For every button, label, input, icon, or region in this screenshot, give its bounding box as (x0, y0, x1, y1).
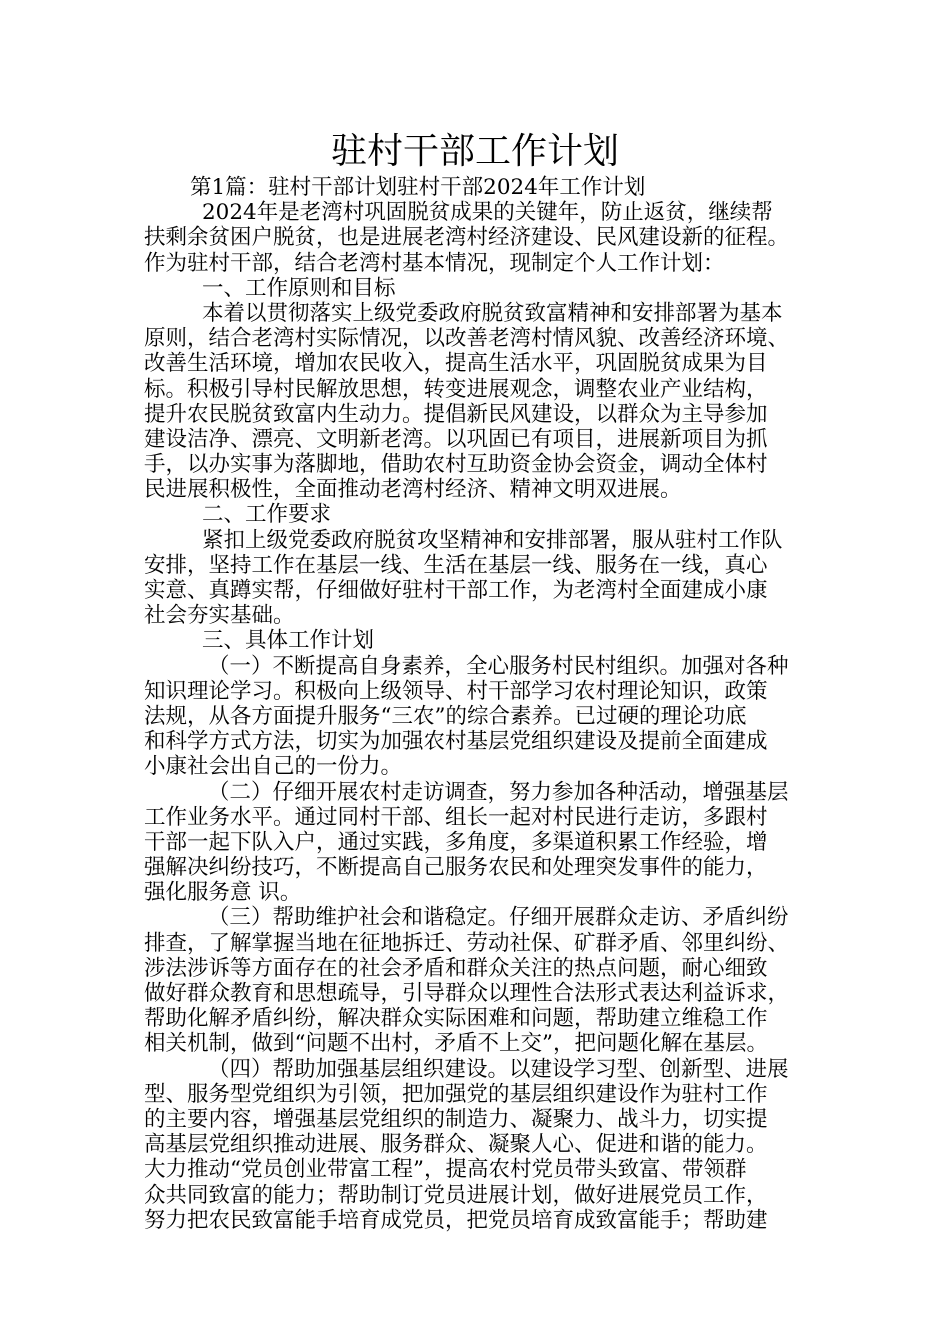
text-line: （二）仔细开展农村走访调查，努力参加各种活动，增强基层 (208, 779, 789, 805)
text-line: 本着以贯彻落实上级党委政府脱贫致富精神和安排部署为基本 (202, 300, 783, 326)
text-line: 的主要内容，增强基层党组织的制造力、凝聚力、战斗力，切实提 (144, 1106, 768, 1132)
text-line: 法规，从各方面提升服务“三农”的综合素养。已过硬的理论功底 (144, 703, 747, 729)
document-body (144, 175, 834, 1233)
text-line: 涉法涉诉等方面存在的社会矛盾和群众关注的热点问题，耐心细致 (144, 955, 768, 981)
text-line: 第1篇：驻村干部计划驻村干部2024年工作计划 (190, 175, 646, 200)
text-line: 紧扣上级党委政府脱贫攻坚精神和安排部署，服从驻村工作队 (202, 527, 783, 553)
text-line: 努力把农民致富能手培育成党员，把党员培育成致富能手；帮助建 (144, 1207, 768, 1233)
text-line: 高基层党组织推动进展、服务群众、凝聚人心、促进和谐的能力。 (144, 1132, 768, 1158)
text-line: 社会夯实基础。 (144, 603, 295, 629)
text-line: 提升农民脱贫致富内生动力。提倡新民风建设，以群众为主导参加 (144, 401, 768, 427)
text-line: 干部一起下队入户，通过实践，多角度，多渠道积累工作经验，增 (144, 829, 768, 855)
text-line: 改善生活环境，增加农民收入，提高生活水平，巩固脱贫成果为目 (144, 351, 768, 377)
text-line: 强解决纠纷技巧，不断提高自己服务农民和处理突发事件的能力， (144, 855, 768, 881)
text-line: 工作业务水平。通过同村干部、组长一起对村民进行走访，多跟村 (144, 804, 768, 830)
text-line: 大力推动“党员创业带富工程”，提高农村党员带头致富、带领群 (144, 1157, 747, 1183)
text-line: 众共同致富的能力；帮助制订党员进展计划，做好进展党员工作， (144, 1182, 768, 1208)
text-line: 和科学方式方法，切实为加强农村基层党组织建设及提前全面建成 (144, 729, 768, 755)
text-line: 小康社会出自己的一份力。 (144, 754, 403, 780)
text-line: 强化服务意 识。 (144, 880, 302, 906)
text-line: （一）不断提高自身素养，全心服务村民村组织。加强对各种 (208, 653, 789, 679)
text-line: 标。积极引导村民解放思想，转变进展观念，调整农业产业结构， (144, 376, 768, 402)
document-title: 驻村干部工作计划 (330, 131, 619, 172)
text-line: 2024年是老湾村巩固脱贫成果的关键年，防止返贫，继续帮 (202, 200, 773, 226)
text-line: 三、具体工作计划 (202, 628, 375, 654)
text-line: （四）帮助加强基层组织建设。以建设学习型、创新型、进展 (208, 1056, 789, 1082)
text-line: 型、服务型党组织为引领，把加强党的基层组织建设作为驻村工作 (144, 1081, 768, 1107)
text-line: 扶剩余贫困户脱贫，也是进展老湾村经济建设、民风建设新的征程。 (144, 225, 790, 251)
text-line: 安排，坚持工作在基层一线、生活在基层一线、服务在一线，真心 (144, 552, 768, 578)
text-line: 排查，了解掌握当地在征地拆迁、劳动社保、矿群矛盾、邻里纠纷、 (144, 930, 790, 956)
text-line: 实意、真蹲实帮，仔细做好驻村干部工作，为老湾村全面建成小康 (144, 578, 768, 603)
text-line: 帮助化解矛盾纠纷，解决群众实际困难和问题，帮助建立维稳工作 (144, 1006, 768, 1032)
text-line: 原则，结合老湾村实际情况，以改善老湾村情风貌、改善经济环境、 (144, 326, 790, 352)
text-line: 相关机制，做到“问题不出村，矛盾不上交”，把问题化解在基层。 (144, 1031, 768, 1057)
text-line: 二、工作要求 (202, 502, 332, 528)
text-line: （三）帮助维护社会和谐稳定。仔细开展群众走访、矛盾纠纷 (208, 905, 789, 931)
text-line: 做好群众教育和思想疏导，引导群众以理性合法形式表达利益诉求， (144, 981, 790, 1006)
text-line: 一、工作原则和目标 (202, 275, 396, 301)
text-line: 手，以办实事为落脚地，借助农村互助资金协会资金，调动全体村 (144, 452, 768, 478)
text-line: 知识理论学习。积极向上级领导、村干部学习农村理论知识，政策 (144, 678, 768, 704)
text-line: 民进展积极性，全面推动老湾村经济、精神文明双进展。 (144, 477, 682, 503)
text-line: 建设洁净、漂亮、文明新老湾。以巩固已有项目，进展新项目为抓 (144, 426, 768, 452)
text-line: 作为驻村干部，结合老湾村基本情况，现制定个人工作计划： (144, 250, 725, 276)
